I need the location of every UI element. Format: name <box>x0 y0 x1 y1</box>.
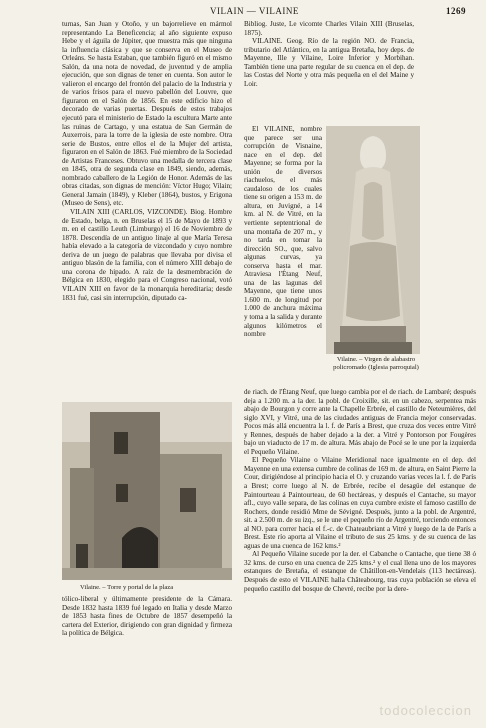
paragraph: VILAIN XIII (CARLOS, VIZCONDE). Biog. Hombre de Estado, belga, n. en Bruselas el 15 de Mayo de 1893 y m. en el castillo Leuth (Limburgo) el 16 de Noviembre de 1878. Descendía de un antiguo linaje al que María Teresa había elevado a la categoría de vizcondado y cuyo nombre deriva de un juego de palabras que llevaba por divisa el antiguo blasón de la familia, con el número XIII debajo de una corona de hipado. A raíz de la desmembración de Bélgica en 1830, elegido para el Congreso nacional, votó VILAIN XIII en favor de la monarquía hereditaria; desde 1831 fué, casi sin interrupción, diputado ca- <box>62 208 232 302</box>
column-right-narrow <box>244 125 322 363</box>
figure-caption: Vilaine. – Virgen de alabastro policromado (Iglesia parroquial) <box>333 356 419 371</box>
photo-alabaster-virgin <box>326 126 420 354</box>
paragraph: Bibliog. Juste, Le vicomte Charles Vilain XIII (Bruselas, 1875). <box>244 20 414 37</box>
running-title: VILAIN — VILAINE <box>210 6 299 16</box>
paragraph: turnas, San Juan y Otoño, y un bajorrelieve en mármol representando La Beneficencia; al año siguiente expuso Hebe y el águila de Júpiter, que muestra más que ninguna la influencia clásica y que se conserva en el Museo de Orleáns. Se hasta Estaban, que también figuró en el mismo Salón, da una nota de novedad, de juventud y de amplia ejecución, que son dignas de tener en cuenta. Son autor le valieron el encargo del frontón del palacio de la Industria y de varios frisos para el nuevo pabellón del Louvre, que figuraron en el Salón de 1856. En este edificio hizo el decorado de varias puertas. Después de estos trabajos ejecutó para el ministerio de Estado la escultura Marte ante las ruinas de Cartago, y una estatua de San Germán de Auxerrois, para la torre de la iglesia de este nombre. Otra serie de Bustos, entre ellos el de la Mujer del artista, figuraron en el Salón de 1863. Fué miembro de la Sociedad de Artistas Franceses. Obtuvo una medalla de tercera clase en 1845, otra de segunda clase en 1849, siendo, además, nombrado caballero de la Legión de Honor. Además de las obras citadas, son dignas de mención: Víctor Hugo; Vilain; General Jamain (1849), y Kleber (1864), bustos, y Erigona (Museo de Sens), etc. <box>62 20 232 208</box>
paragraph: de riach. de l'Étang Neuf, que luego cambia por el de riach. de Lambaré; después deja a 1.200 m. a la der. la pobl. de Croixille, sit. en un cabezo, serpentea más abajo de Bourgon y corre ante la Chapelle Erbrée, el castillo de Neteumières, del siglo XVI, y Vitré, una de las ciudades antiguas de Francia mejor conservadas. Pocos más allá encuentra la l. f. de París a Brest, que cruza dos veces entre Vitré y Rennes, después de haber dejado a la der. a Vitré y Pontorson por Fougères bajo un viaducto de 17 m. de altura. Más abajo de Pocé se le une por la izquierda el Pequeño Vilaine. <box>244 388 476 456</box>
column-left-top <box>62 20 232 400</box>
paragraph: tólico-liberal y últimamente presidente de la Cámara. Desde 1832 hasta 1839 fué legado en Italia y desde Marzo de 1853 hasta fines de Octubre de 1857 desempeñó la cartera del Exterior, dirigiendo con gran dignidad y firmeza la política de Bélgica. <box>62 595 232 638</box>
paragraph: El VILAINE, nombre que parece ser una corrupción de Visnaine, nace en el dep. del Mayenne; se forma por la unión de diversos riachuelos, el más caudaloso de los cuales tiene su origen a 153 m. de altura, en Juvigné, a 14 km. al N. de Vitré, en la vertiente septentrional de una montaña de 207 m., y no tarda en tomar la dirección SO., que, salvo algunas curvas, ya conserva hasta el mar. Atraviesa l'Étang Neuf, una de las lagunas del Mayenne, que tiene unos 1.600 m. de longitud por 1.000 de anchura máxima y toma a la salida y durante algunos kilómetros el nombre <box>244 125 322 339</box>
column-right-bottom <box>244 388 476 698</box>
column-right-top <box>244 20 414 125</box>
paragraph: Al Pequeño Vilaine sucede por la der. el Cabanche o Cantache, que tiene 38 ó 32 kms. de curso en una cuenca de 225 kms.² y el cual llena uno de los mayores estanques de Bretaña, el estanque de Châtillon-en-Vendelais (113 hectáreas). Después de esto el VILAINE halla Châteabourg, tras cuya población se eleva el pequeño castillo del bosque de Chevré, recibe por la dere- <box>244 550 476 593</box>
paragraph: VILAINE. Geog. Río de la región NO. de Francia, tributario del Atlántico, en la antigua Bretaña, hoy deps. de Mayenne, Ille y Vilaine, Loire Inferior y Morbihan. También tiene una parte regular de su cuenca en el dep. de las Costas del Norte y otra más pequeña en el del Maine y Loir. <box>244 37 414 88</box>
page-number: 1269 <box>446 6 466 16</box>
page-header <box>0 6 486 18</box>
watermark-logo: todocoleccion <box>379 703 472 718</box>
paragraph: El Pequeño Vilaine o Vilaine Meridional nace igualmente en el dep. del Mayenne en una extensa cumbre de colinas de 169 m. de altura, en Saint Pierre la Cour, dirigiéndose al principio hacia el O. y cruzando varias veces la l. f. de París a Brest; corre luego al N. de Erbrée, recibe el desagüe del estanque de Paintourteau á Paintourteau, de 60 hectáreas, y después el Cantache, su mayor afl., cuyo valle separa, de las colinas en cuya cumbre existe el famoso castillo de Rochers, donde residió Mme de Sévigné. Después, junto a la pobl. de Argentré, sit. a 2.500 m. de su izq., se le une el pequeño río de Argentré, torciendo entonces al NO. para correr hacia el f.-c. de Chateaubriant a Vitré y luego de la de París a Brest. Este río aporta al Vilaine el tributo de sus 25 kms. y de su cuenca de las aguas de una cuenca de 162 kms.² <box>244 456 476 550</box>
column-left-bottom <box>62 595 232 670</box>
photo-tower-portal <box>62 402 232 580</box>
figure-caption: Vilaine. – Torre y portal de la plaza <box>80 584 174 591</box>
